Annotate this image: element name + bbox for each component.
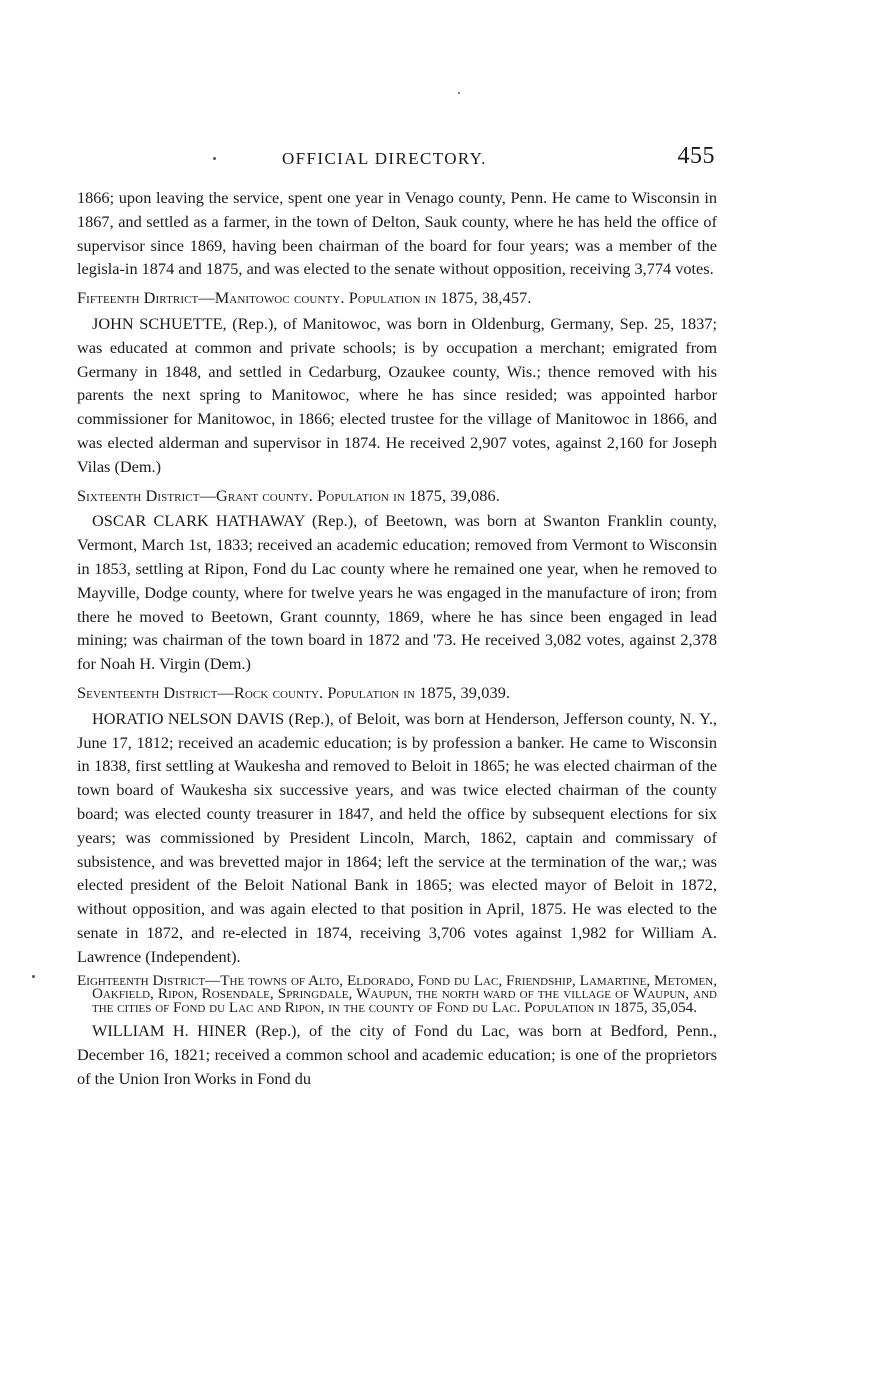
page-body bbox=[77, 186, 717, 1091]
district-heading-seventeenth: Seventeenth District—Rock county. Population in 1875, 39,039. bbox=[77, 682, 511, 702]
biography-john-schuette: JOHN SCHUETTE, (Rep.), of Manitowoc, was born in Oldenburg, Germany, Sep. 25, 1837; was educated at common and private schools; is by occupation a merchant; emigrated from Germany in 1848, and settled in Cedarburg, Ozaukee county, Wis.; thence removed with his parents the next spring to Manitowoc, where he has since resided; was appointed harbor commissioner for Manitowoc, in 1866; elected trustee for the village of Manitowoc in 1866, and was elected alderman and supervisor in 1874. He received 2,907 votes, against 2,160 for Joseph Vilas (Dem.) bbox=[77, 313, 717, 476]
district-heading-fifteenth: Fifteenth Dirtrict—Manitowoc county. Population in 1875, 38,457. bbox=[77, 288, 532, 308]
scan-speck bbox=[32, 975, 35, 978]
biography-horatio-nelson-davis: HORATIO NELSON DAVIS (Rep.), of Beloit, was born at Henderson, Jefferson county, N. Y., June 17, 1812; received an academic education; is by profession a banker. He came to Wisconsin in 1838, first settling at Waukesha and removed to Beloit in 1865; he was elected chairman of the town board of Waukesha six successive years, and was twice elected chairman of the county board; was elected county treasurer in 1847, and held the office by subsequent elections for six years; was commissioned by President Lincoln, March, 1862, captain and commissary of subsistence, and was brevetted major in 1864; left the service at the termination of the war,; was elected president of the Beloit National Bank in 1865; was elected mayor of Beloit in 1872, without opposition, and was again elected to that position in April, 1875. He was elected to the senate in 1872, and re-elected in 1874, receiving 3,706 votes against 1,982 for William A. Lawrence (Independent). bbox=[77, 708, 717, 966]
scan-speck bbox=[458, 92, 460, 94]
page-header bbox=[77, 143, 717, 173]
district-heading-eighteenth: Eighteenth District—The towns of Alto, Eldorado, Fond du Lac, Friendship, Lamartine, Metomen, Oakfield, Ripon, Rosendale, Springdale, Waupun, the north ward of the village of Waupun, and the cities of Fond du Lac and Ripon, in the county of Fond du Lac. Population in 1875, 35,054. bbox=[77, 971, 717, 1016]
biography-william-h-hiner: WILLIAM H. HINER (Rep.), of the city of Fond du Lac, was born at Bedford, Penn., December 16, 1821; received a common school and academic education; is one of the proprietors of the Union Iron Works in Fond du bbox=[77, 1021, 717, 1088]
biography-oscar-clark-hathaway: OSCAR CLARK HATHAWAY (Rep.), of Beetown, was born at Swanton Franklin county, Vermont, March 1st, 1833; received an academic education; removed from Vermont to Wisconsin in 1853, settling at Ripon, Fond du Lac county where he remained one year, when he removed to Mayville, Dodge county, where for twelve years he was engaged in the manufacture of iron; from there he moved to Beetown, Grant counnty, 1869, where he has since been engaged in lead mining; was chairman of the town board in 1872 and '73. He received 3,082 votes, against 2,378 for Noah H. Virgin (Dem.) bbox=[77, 511, 717, 674]
document-page bbox=[77, 0, 717, 1380]
district-heading-sixteenth: Sixteenth District—Grant county. Population in 1875, 39,086. bbox=[77, 485, 500, 505]
scan-speck bbox=[213, 157, 216, 160]
running-head: OFFICIAL DIRECTORY. bbox=[282, 149, 487, 168]
page-number: 455 bbox=[677, 143, 715, 169]
continuation-paragraph: 1866; upon leaving the service, spent one year in Venago county, Penn. He came to Wisconsin in 1867, and settled as a farmer, in the town of Delton, Sauk county, where he has held the office of supervisor since 1869, having been chairman of the board for four years; was a member of the legisla-in 1874 and 1875, and was elected to the senate without opposition, receiving 3,774 votes. bbox=[77, 188, 717, 279]
